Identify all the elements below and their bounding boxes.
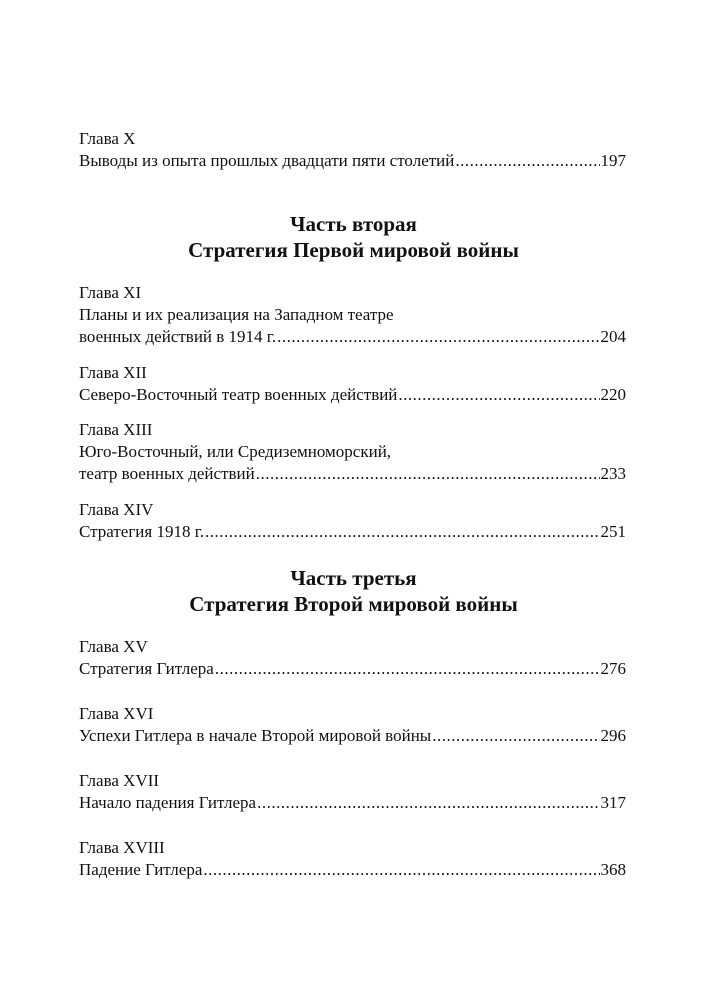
page-number: 251 <box>600 522 626 541</box>
chapter-label: Глава XVI <box>79 704 154 723</box>
chapter-title-line <box>79 859 626 881</box>
part-title: Часть третья <box>290 566 417 590</box>
toc-entry-chapter-xiv[interactable] <box>79 499 626 543</box>
page-number: 220 <box>600 385 626 404</box>
part-three-heading <box>0 565 707 617</box>
part-two-heading <box>0 211 707 263</box>
chapter-title-line <box>79 150 626 172</box>
chapter-label: Глава XIII <box>79 420 153 439</box>
page-number: 233 <box>600 464 626 483</box>
dot-leader <box>398 384 599 406</box>
dot-leader <box>432 725 599 747</box>
chapter-title: Выводы из опыта прошлых двадцати пяти столетий <box>79 151 455 170</box>
toc-entry-chapter-xvii[interactable] <box>79 770 626 814</box>
chapter-title: Юго-Восточный, или Средиземноморский, <box>79 442 392 461</box>
toc-entry-chapter-x[interactable] <box>79 128 626 172</box>
dot-leader <box>256 463 600 485</box>
chapter-title: Северо-Восточный театр военных действий <box>79 385 398 404</box>
chapter-title: Успехи Гитлера в начале Второй мировой войны <box>79 726 432 745</box>
chapter-label: Глава XIV <box>79 500 154 519</box>
chapter-title-line <box>79 326 626 348</box>
dot-leader <box>257 792 599 814</box>
chapter-title: Начало падения Гитлера <box>79 793 257 812</box>
chapter-title-line <box>79 463 626 485</box>
chapter-title-line <box>79 792 626 814</box>
chapter-label: Глава XII <box>79 363 147 382</box>
page-number: 197 <box>600 151 626 170</box>
page-number: 296 <box>600 726 626 745</box>
dot-leader <box>205 521 599 543</box>
chapter-title-line <box>79 384 626 406</box>
toc-entry-chapter-xii[interactable] <box>79 362 626 406</box>
page-number: 204 <box>600 327 626 346</box>
dot-leader <box>203 859 599 881</box>
chapter-title-line <box>79 658 626 680</box>
chapter-title: Стратегия Гитлера <box>79 659 214 678</box>
dot-leader <box>455 150 599 172</box>
part-title: Часть вторая <box>290 212 417 236</box>
chapter-label: Глава X <box>79 129 136 148</box>
page-number: 317 <box>600 793 626 812</box>
chapter-title-continuation: театр военных действий <box>79 464 255 483</box>
toc-entry-chapter-xiii[interactable] <box>79 419 626 485</box>
chapter-label: Глава XVII <box>79 771 160 790</box>
chapter-label: Глава XI <box>79 283 142 302</box>
dot-leader <box>215 658 600 680</box>
page-number: 276 <box>600 659 626 678</box>
chapter-title-line <box>79 521 626 543</box>
toc-entry-chapter-xi[interactable] <box>79 282 626 348</box>
chapter-title: Планы и их реализация на Западном театре <box>79 305 394 324</box>
dot-leader <box>277 326 599 348</box>
part-subtitle: Стратегия Первой мировой войны <box>188 238 519 262</box>
part-subtitle: Стратегия Второй мировой войны <box>189 592 518 616</box>
chapter-label: Глава XV <box>79 637 148 656</box>
chapter-title: Падение Гитлера <box>79 860 203 879</box>
chapter-title-continuation: военных действий в 1914 г. <box>79 327 277 346</box>
toc-entry-chapter-xviii[interactable] <box>79 837 626 881</box>
chapter-title: Стратегия 1918 г. <box>79 522 205 541</box>
chapter-title-line <box>79 725 626 747</box>
toc-entry-chapter-xvi[interactable] <box>79 703 626 747</box>
chapter-label: Глава XVIII <box>79 838 165 857</box>
page-number: 368 <box>600 860 626 879</box>
toc-entry-chapter-xv[interactable] <box>79 636 626 680</box>
